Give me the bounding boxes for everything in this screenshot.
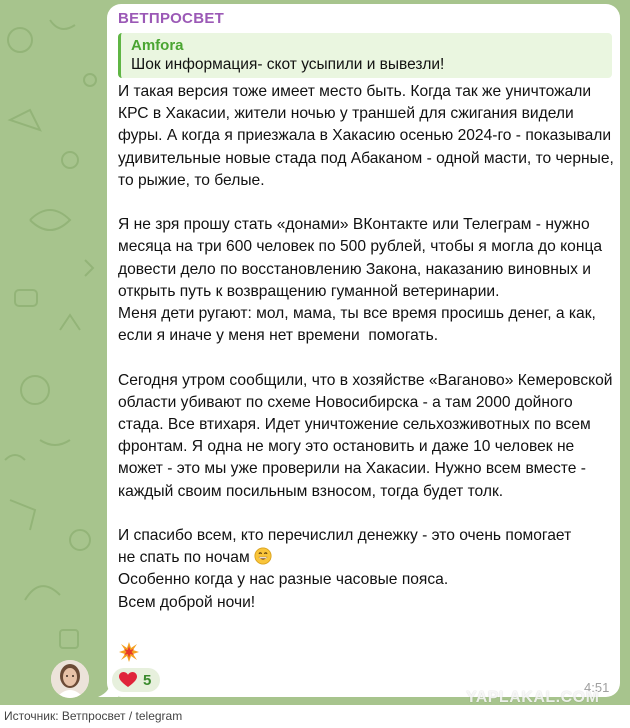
message-time: 4:51 — [584, 680, 610, 695]
grinning-face-emoji — [254, 547, 272, 565]
reply-text: Шок информация- скот усыпили и вывезли! — [131, 56, 445, 73]
paragraph-3: Сегодня утром сообщили, что в хозяйстве «Ваганово» Кемеровской области убивают по схеме Новосибирска - а там 2000 дойного стада. Все втихаря. Идет уничтожение сельхозживотных по всем фронтам. Я одна не могу это остановить и даже 10 человек не может - это мы уже проверили на Хакасии. Нужно всем вместе - каждый своим посильным взносом, тогда будет толк. — [118, 371, 617, 500]
message-text — [118, 81, 619, 614]
closing-line-1: И спасибо всем, кто перечислил денежку - это очень помогает — [118, 527, 572, 545]
avatar[interactable] — [51, 660, 89, 698]
closing-line-3: Особенно когда у нас разные часовые пояса. — [118, 571, 449, 589]
reaction-button[interactable] — [112, 668, 160, 692]
reply-quote[interactable] — [118, 33, 612, 78]
closing-line-4: Всем доброй ночи! — [118, 593, 256, 611]
reaction-count: 5 — [143, 671, 152, 689]
source-caption: Источник: Ветпросвет / telegram — [4, 709, 183, 723]
watermark: YAPLAKAL.COM — [466, 689, 600, 706]
paragraph-2: Я не зря прошу стать «донами» ВКонтакте или Телеграм - нужно месяца на три 600 человек по 500 рублей, чтобы я могла до конца довести дело по восстановлению Закона, наказанию виновных и открыть путь к возвращению гуманной ветеринарии. Меня дети ругают: мол, мама, ты все время просишь денег, а как, если я иначе у меня нет времени помогать. — [118, 216, 603, 345]
avatar-image — [51, 660, 89, 698]
reply-author: Amfora — [131, 37, 184, 54]
paragraph-1: И такая версия тоже имеет место быть. Когда так же уничтожали КРС в Хакасии, жители ночью у траншей для сжигания видели фуры. А когда я приезжала в Хакасию осенью 2024-го - показывали удивительные новые стада под Абаканом - одной масти, то черные, то рыжие, то белые. — [118, 83, 619, 189]
closing-line-2: не спать по ночам — [118, 549, 255, 567]
red-heart-icon — [119, 672, 137, 688]
collision-emoji — [118, 641, 140, 663]
channel-name[interactable]: ВЕТПРОСВЕТ — [118, 10, 225, 27]
